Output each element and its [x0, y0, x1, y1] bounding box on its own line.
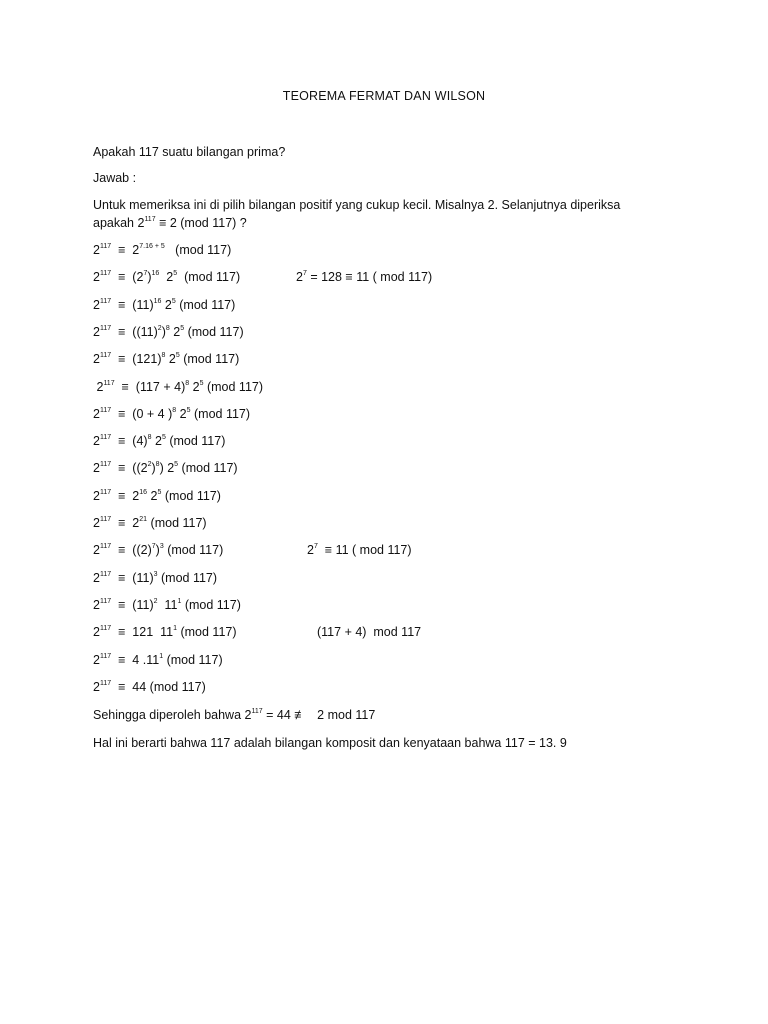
derivation-step: $2^{117} \equiv 2^{7.16 + 5}$ (mod 117)	[93, 243, 232, 257]
derivation-step: $2^{117} \equiv (11)^{16}$ $2^5$ (mod 117)	[93, 297, 236, 312]
derivation-step: $2^{117} \equiv ((11)^2)^8$ $2^5$ (mod 117)	[93, 324, 244, 339]
derivation-step: $2^{117} \equiv 4$ $.11^1$ (mod 117)	[93, 652, 223, 667]
derivation-step: $2^{117} \equiv (0 + 4$ )$^8$ $2^5$ (mod 117)	[93, 406, 251, 421]
intro-continuation: apakah $2^{117} \equiv 2$ (mod 117) ?	[93, 216, 247, 230]
side-note: $2^7 = 128 \equiv 11$ ( mod 117)	[296, 270, 433, 285]
derivation-step: $2^{117} \equiv ((2^2)^8)$ $2^5$ (mod 117)	[93, 461, 238, 476]
derivation-step: $2^{117} \equiv 44$ (mod 117)	[93, 679, 206, 694]
final-statement: Hal ini berarti bahwa 117 adalah bilangan komposit dan kenyataan bahwa 117 = 13. 9	[93, 736, 567, 750]
derivation-step: $2^{117} \equiv (121)^8$ $2^5$ (mod 117)	[93, 352, 240, 367]
side-note: (117 + 4) mod 117	[317, 625, 422, 640]
derivation-step: $2^{117} \equiv (11)^3$ (mod 117)	[93, 570, 218, 585]
side-note: $2^7 \equiv 11$ ( mod 117)	[307, 543, 412, 558]
conclusion-line: Sehingga diperoleh bahwa $2^{117} = 44$ ≢ 2 mod 117	[93, 708, 376, 722]
derivation-step: $2^{117} \equiv (11)^2$ $11^1$ (mod 117)	[93, 597, 241, 612]
derivation-step: $2^{117} \equiv (117 + 4)^8$ $2^5$ (mod 117)	[93, 379, 264, 394]
derivation-step: $2^{117} \equiv 2^{21}$ (mod 117)	[93, 516, 207, 530]
derivation-step: $2^{117} \equiv 2^{16}$ $2^5$ (mod 117)	[93, 488, 221, 503]
question-text: Apakah 117 suatu bilangan prima?	[93, 145, 286, 159]
derivation-step: $2^{117} \equiv ((2)^7)^3$ (mod 117)	[93, 543, 224, 558]
intro-text: Untuk memeriksa ini di pilih bilangan positif yang cukup kecil. Misalnya 2. Selanjutnya diperiksa	[93, 198, 621, 212]
document-title: TEOREMA FERMAT DAN WILSON	[282, 89, 486, 103]
derivation-step: $2^{117} \equiv (2^7)^{16}$ $2^5$ (mod 117)	[93, 270, 241, 285]
derivation-step: $2^{117} \equiv 121$ $11^1$ (mod 117)	[93, 625, 237, 640]
derivation-step: $2^{117} \equiv (4)^8$ $2^5$ (mod 117)	[93, 434, 226, 449]
answer-label: Jawab :	[93, 171, 137, 185]
intro-paragraph	[93, 196, 673, 232]
